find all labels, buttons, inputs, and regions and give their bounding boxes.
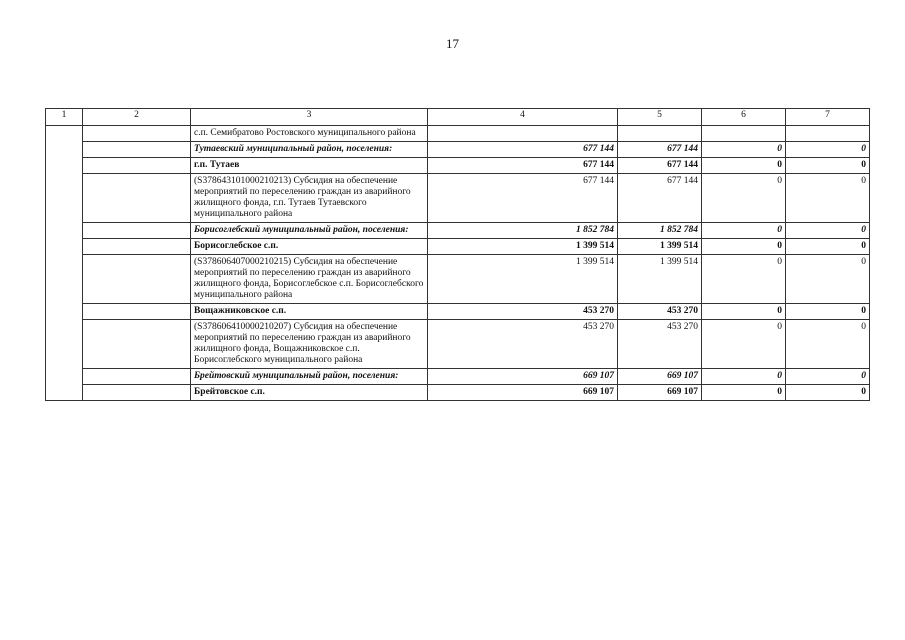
col2-cell	[83, 385, 191, 401]
recipient-name-cell: (S378606407000210215) Субсидия на обеспечение мероприятий по переселению граждан из аварийного жилищного фонда, Борисоглебское с.п. Борисоглебского муниципального района	[191, 255, 428, 304]
amount-cell-c7: 0	[786, 320, 870, 369]
amount-cell-c4: 677 144	[428, 142, 618, 158]
table-row	[46, 142, 870, 158]
amount-cell-c5: 677 144	[618, 158, 702, 174]
col2-cell	[83, 158, 191, 174]
amount-cell-c4: 1 852 784	[428, 223, 618, 239]
recipient-name-cell: Тутаевский муниципальный район, поселения:	[191, 142, 428, 158]
amount-cell-c4: 669 107	[428, 385, 618, 401]
amount-cell-c5: 677 144	[618, 174, 702, 223]
amount-cell-c5	[618, 126, 702, 142]
amount-cell-c5: 1 399 514	[618, 239, 702, 255]
amount-cell-c5: 669 107	[618, 385, 702, 401]
amount-cell-c6: 0	[702, 304, 786, 320]
amount-cell-c6: 0	[702, 158, 786, 174]
recipient-name-cell: Вощажниковское с.п.	[191, 304, 428, 320]
amount-cell-c7	[786, 126, 870, 142]
amount-cell-c6: 0	[702, 385, 786, 401]
amount-cell-c4: 1 399 514	[428, 255, 618, 304]
amount-cell-c7: 0	[786, 304, 870, 320]
column-header: 2	[83, 109, 191, 126]
amount-cell-c5: 669 107	[618, 369, 702, 385]
amount-cell-c4: 453 270	[428, 304, 618, 320]
budget-table	[45, 108, 870, 401]
col2-cell	[83, 369, 191, 385]
page-number: 17	[446, 36, 459, 51]
column-header: 6	[702, 109, 786, 126]
column-header: 3	[191, 109, 428, 126]
col1-cell	[46, 126, 83, 401]
table-row	[46, 304, 870, 320]
amount-cell-c6: 0	[702, 369, 786, 385]
amount-cell-c6	[702, 126, 786, 142]
table-row	[46, 158, 870, 174]
col2-cell	[83, 304, 191, 320]
amount-cell-c7: 0	[786, 385, 870, 401]
col2-cell	[83, 320, 191, 369]
recipient-name-cell: Борисоглебское с.п.	[191, 239, 428, 255]
recipient-name-cell: с.п. Семибратово Ростовского муниципального района	[191, 126, 428, 142]
amount-cell-c7: 0	[786, 223, 870, 239]
table-body	[46, 126, 870, 401]
amount-cell-c4: 453 270	[428, 320, 618, 369]
recipient-name-cell: г.п. Тутаев	[191, 158, 428, 174]
table-row	[46, 320, 870, 369]
recipient-name-cell: Борисоглебский муниципальный район, поселения:	[191, 223, 428, 239]
table-row	[46, 239, 870, 255]
amount-cell-c7: 0	[786, 369, 870, 385]
amount-cell-c6: 0	[702, 255, 786, 304]
recipient-name-cell: (S378643101000210213) Субсидия на обеспечение мероприятий по переселению граждан из аварийного жилищного фонда, г.п. Тутаев Тутаевского муниципального района	[191, 174, 428, 223]
col2-cell	[83, 255, 191, 304]
column-header: 4	[428, 109, 618, 126]
table-row	[46, 385, 870, 401]
recipient-name-cell: Брейтовское с.п.	[191, 385, 428, 401]
amount-cell-c6: 0	[702, 142, 786, 158]
amount-cell-c7: 0	[786, 158, 870, 174]
table-row	[46, 369, 870, 385]
table-row	[46, 174, 870, 223]
col2-cell	[83, 239, 191, 255]
column-header: 1	[46, 109, 83, 126]
amount-cell-c5: 1 399 514	[618, 255, 702, 304]
column-number-row	[46, 109, 870, 126]
amount-cell-c5: 677 144	[618, 142, 702, 158]
table-row	[46, 255, 870, 304]
recipient-name-cell: (S378606410000210207) Субсидия на обеспечение мероприятий по переселению граждан из аварийного жилищного фонда, Вощажниковское с.п. Борисоглебского муниципального района	[191, 320, 428, 369]
recipient-name-cell: Брейтовский муниципальный район, поселения:	[191, 369, 428, 385]
col2-cell	[83, 174, 191, 223]
amount-cell-c5: 453 270	[618, 320, 702, 369]
amount-cell-c4	[428, 126, 618, 142]
table-row	[46, 223, 870, 239]
amount-cell-c6: 0	[702, 223, 786, 239]
col2-cell	[83, 142, 191, 158]
amount-cell-c6: 0	[702, 320, 786, 369]
amount-cell-c4: 1 399 514	[428, 239, 618, 255]
amount-cell-c7: 0	[786, 174, 870, 223]
amount-cell-c4: 677 144	[428, 158, 618, 174]
amount-cell-c6: 0	[702, 174, 786, 223]
column-header: 5	[618, 109, 702, 126]
amount-cell-c7: 0	[786, 142, 870, 158]
amount-cell-c4: 677 144	[428, 174, 618, 223]
amount-cell-c7: 0	[786, 255, 870, 304]
col2-cell	[83, 126, 191, 142]
amount-cell-c4: 669 107	[428, 369, 618, 385]
column-header: 7	[786, 109, 870, 126]
amount-cell-c5: 1 852 784	[618, 223, 702, 239]
table-row	[46, 126, 870, 142]
col2-cell	[83, 223, 191, 239]
amount-cell-c5: 453 270	[618, 304, 702, 320]
amount-cell-c7: 0	[786, 239, 870, 255]
amount-cell-c6: 0	[702, 239, 786, 255]
